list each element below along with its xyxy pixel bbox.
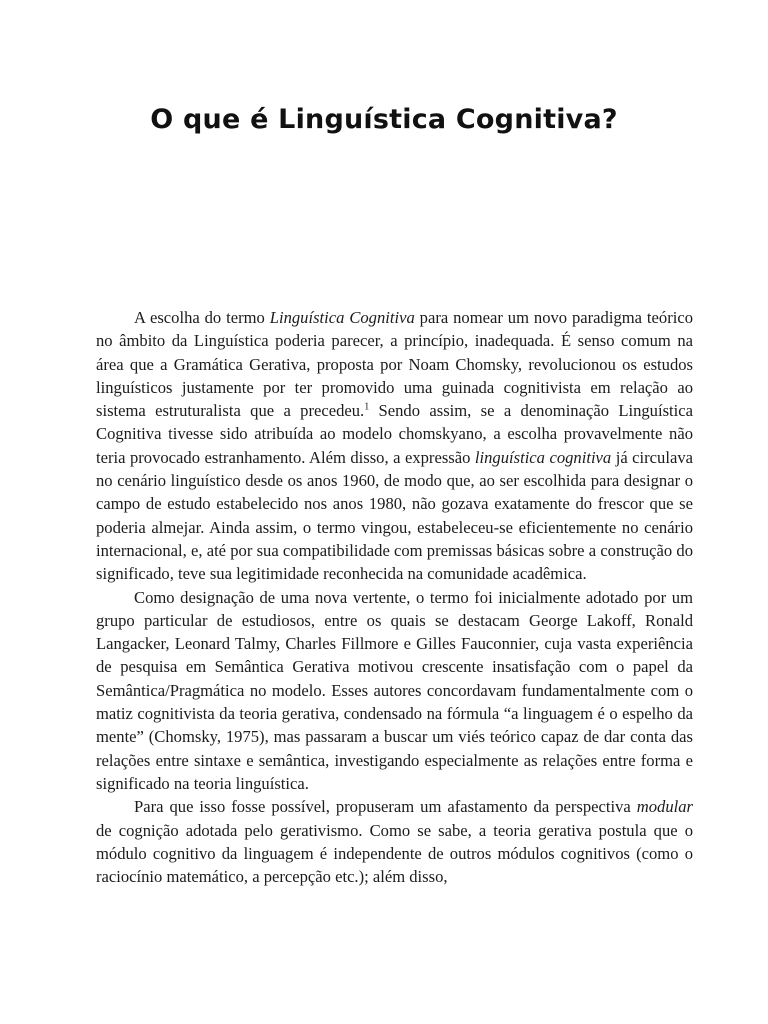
paragraph-3 [96,795,693,888]
paragraph-3-text-b: de cognição adotada pelo gerativismo. Como se sabe, a teoria gerativa postula que o módulo cognitivo da linguagem é independente de outros módulos cognitivos (como o raciocínio matemático, a percepção etc.); além disso, [96,820,693,887]
paragraph-1-text-a: A escolha do termo [134,308,270,327]
paragraph-1 [96,306,693,586]
chapter-body [96,306,693,888]
paragraph-1-text-b: para nomear um novo paradigma teórico no âmbito da Linguística poderia parecer, a princípio, inadequada. É senso comum na área que a Gramática Gerativa, proposta por Noam Chomsky, revolucionou os estudos linguísticos justamente por ter promovido uma guinada cognitivista em relação ao sistema estruturalista que a precedeu. [96,308,693,421]
paragraph-1-text-c: Sendo assim, se a denominação Linguística Cognitiva tivesse sido atribuída ao modelo chomskyano, a escolha provavelmente não teria provocado estranhamento. Além disso, a expressão [96,401,693,467]
paragraph-1-text-d: já circulava no cenário linguístico desde os anos 1960, de modo que, ao ser escolhida para designar o campo de estudo estabelecido nos anos 1980, não gozava exatamente do frescor que se poderia almejar. Ainda assim, o termo vingou, estabeleceu-se eficientemente no cenário internacional, e, até por sua compatibilidade com premissas básicas sobre a construção do significado, teve sua legitimidade reconhecida na comunidade acadêmica. [96,447,693,584]
paragraph-1-emphasis-a: Linguística Cognitiva [269,308,415,327]
paragraph-3-text-a: Para que isso fosse possível, propuseram um afastamento da perspectiva [134,797,637,817]
paragraph-1-emphasis-b: linguística cognitiva [474,447,612,467]
paragraph-2-text: Como designação de uma nova vertente, o termo foi inicialmente adotado por um grupo particular de estudiosos, entre os quais se destacam George Lakoff, Ronald Langacker, Leonard Talmy, Charles Fillmore e Gilles Fauconnier, cuja vasta experiência de pesquisa em Semântica Gerativa motivou crescente insatisfação com o papel da Semântica/Pragmática no modelo. Esses autores concordavam fundamentalmente com o matiz cognitivista da teoria gerativa, condensado na fórmula “a linguagem é o espelho da mente” (Chomsky, 1975), mas passaram a buscar um viés teórico capaz de dar conta das relações entre sintaxe e semântica, investigando especialmente as relações entre forma e significado na teoria linguística. [96,587,693,793]
paragraph-2 [96,586,693,796]
footnote-reference[interactable]: 1 [364,401,370,413]
chapter-title: O que é Linguística Cognitiva? [150,104,618,135]
paragraph-3-emphasis: modular [636,797,693,817]
